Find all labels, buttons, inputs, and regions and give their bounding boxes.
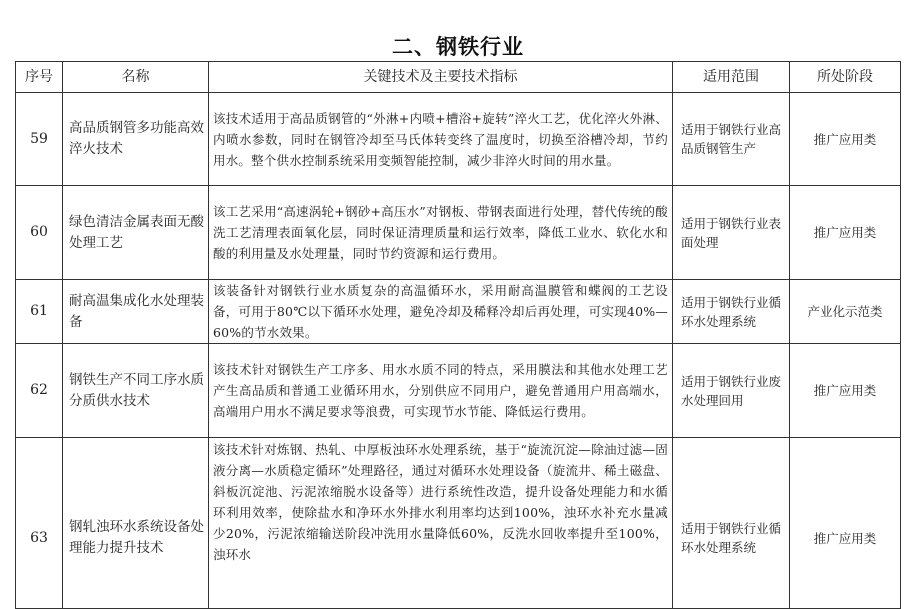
application-scope: 适用于钢铁行业废水处理回用 [673, 344, 790, 438]
table-row [16, 280, 901, 344]
development-stage: 推广应用类 [790, 186, 901, 280]
row-number: 63 [16, 438, 63, 609]
header-name: 名称 [63, 62, 209, 93]
row-number: 60 [16, 186, 63, 280]
row-number: 59 [16, 93, 63, 186]
table-row [16, 438, 901, 609]
development-stage: 推广应用类 [790, 93, 901, 186]
row-number: 61 [16, 280, 63, 344]
header-scope: 适用范围 [673, 62, 790, 93]
technology-name: 钢轧浊环水系统设备处理能力提升技术 [63, 438, 209, 609]
technology-name: 高品质钢管多功能高效淬火技术 [63, 93, 209, 186]
development-stage: 推广应用类 [790, 344, 901, 438]
application-scope: 适用于钢铁行业循环水处理系统 [673, 280, 790, 344]
application-scope: 适用于钢铁行业高品质钢管生产 [673, 93, 790, 186]
header-tech: 关键技术及主要技术指标 [209, 62, 673, 93]
table-row [16, 344, 901, 438]
table-row [16, 93, 901, 186]
row-number: 62 [16, 344, 63, 438]
technology-name: 绿色清洁金属表面无酸处理工艺 [63, 186, 209, 280]
technology-name: 耐高温集成化水处理装备 [63, 280, 209, 344]
technology-description: 该技术适用于高品质钢管的“外淋+内喷+槽浴+旋转”淬火工艺，优化淬火外淋、内喷水参数，同时在钢管冷却至马氏体转变终了温度时，切换至浴槽冷却，节约用水。整个供水控制系统采用变频智能控制，减少非淬火时间的用水量。 [209, 93, 673, 186]
technology-table [15, 61, 901, 609]
technology-name: 钢铁生产不同工序水质分质供水技术 [63, 344, 209, 438]
table-row [16, 186, 901, 280]
technology-description: 该技术针对钢铁生产工序多、用水水质不同的特点，采用膜法和其他水处理工艺产生高品质和普通工业循环用水，分别供应不同用户，避免普通用户用高端水，高端用户用水不满足要求等浪费，可实现节水节能、降低运行费用。 [209, 344, 673, 438]
development-stage: 推广应用类 [790, 438, 901, 609]
header-stage: 所处阶段 [790, 62, 901, 93]
development-stage: 产业化示范类 [790, 280, 901, 344]
technology-description: 该装备针对钢铁行业水质复杂的高温循环水，采用耐高温膜管和蝶阀的工艺设备，可用于80℃以下循环水处理，避免冷却及稀释冷却后再处理，可实现40%—60%的节水效果。 [209, 280, 673, 344]
technology-description: 该工艺采用“高速涡轮+钢砂+高压水”对钢板、带钢表面进行处理，替代传统的酸洗工艺清理表面氧化层，同时保证清理质量和运行效率，降低工业水、软化水和酸的利用量及水处理量，同时节约资源和运行费用。 [209, 186, 673, 280]
section-title: 二、钢铁行业 [392, 35, 524, 59]
table-header-row [16, 62, 901, 93]
application-scope: 适用于钢铁行业循环水处理系统 [673, 438, 790, 609]
technology-description: 该技术针对炼钢、热轧、中厚板浊环水处理系统，基于“旋流沉淀—除油过滤—固液分离—水质稳定循环”处理路径，通过对循环水处理设备（旋流井、稀土磁盘、斜板沉淀池、污泥浓缩脱水设备等）进行系统性改造，提升设备处理能力和水循环利用效率，使除盐水和净环水外排水利用率均达到100%，浊环水补充水量减少20%，污泥浓缩输送阶段冲洗用水量降低60%，反洗水回收率提升至100%，浊环水 [209, 438, 673, 609]
header-no: 序号 [16, 62, 63, 93]
application-scope: 适用于钢铁行业表面处理 [673, 186, 790, 280]
